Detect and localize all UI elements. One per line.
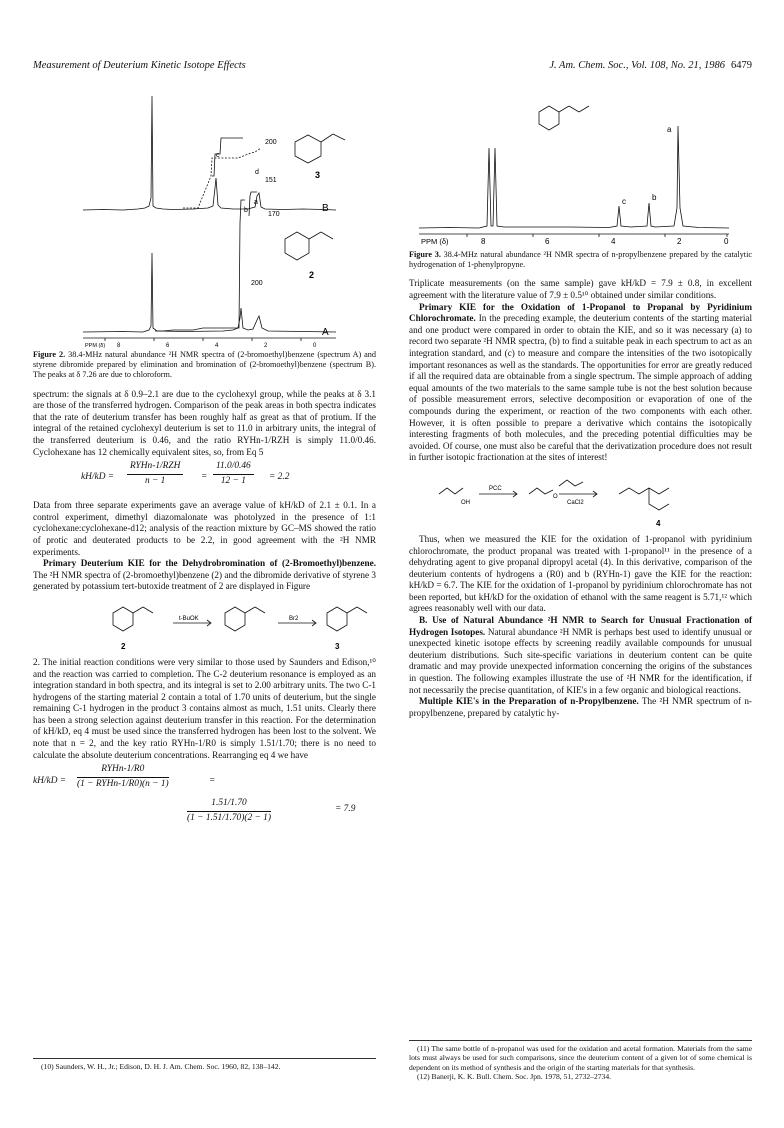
- reagent-cacl2: CaCl2: [567, 499, 584, 506]
- footnotes-right: [409, 1040, 752, 1082]
- footnotes-left: [33, 1058, 376, 1071]
- eq-numerator: RYHn-1/R0: [77, 764, 169, 778]
- tick-8: 8: [481, 237, 486, 246]
- scheme-label-4: 4: [656, 518, 661, 528]
- eq-equals: =: [201, 472, 208, 483]
- styrene-dibromide-structure: [295, 134, 345, 163]
- peak-label-a: a: [667, 125, 672, 134]
- paragraph: [409, 615, 752, 696]
- journal-citation: [549, 60, 752, 71]
- section-heading: Primary Deuterium KIE for the Dehydrobromination of (2-Bromoethyl)benzene.: [43, 558, 376, 569]
- spectrum-label-b: B: [322, 203, 329, 214]
- tick-4: 4: [611, 237, 616, 246]
- eq-numerator: 1.51/1.70: [187, 798, 271, 812]
- tick-0: 0: [313, 343, 317, 349]
- tick-4: 4: [215, 343, 219, 349]
- eq-lhs: kH/kD =: [81, 472, 115, 483]
- tick-2: 2: [264, 343, 268, 349]
- caption-label: Figure 2.: [33, 350, 66, 359]
- section-heading: Primary KIE for the Oxidation of 1-Propanol to Propanal by Pyridinium Chlorochromate.: [409, 301, 752, 324]
- paragraph-text: Natural abundance ²H NMR is perhaps best used to identify unusual or unexpected kinetic isotope effects by screening readily available compounds for unusual deuterium distributions. Such site-specific variations in deuterium content can be quite dramatic and may provide unexpected information concerning the origins of the substances in question. The following examples illustrate the use of ²H NMR for the identification, if not necessarily the precise quantitation, of KIE's in a few organic and biological reactions.: [409, 626, 752, 695]
- eq-fraction-1: [77, 764, 169, 790]
- eq-denominator: (1 − 1.51/1.70)(2 − 1): [187, 812, 271, 823]
- compound-number-2: 2: [309, 270, 315, 280]
- eq-equals: =: [209, 776, 216, 787]
- equation-5: [33, 461, 376, 497]
- spectrum-a: [83, 192, 336, 338]
- figure-3: [409, 88, 752, 270]
- eq-result: = 7.9: [335, 804, 356, 815]
- scheme-2-drawing: [409, 464, 752, 534]
- section-heading: B. Use of Natural Abundance ²H NMR to Search for Unusual Fractionation of Hydrogen Isotopes.: [409, 615, 752, 637]
- page-number: 6479: [731, 60, 752, 71]
- figure-2-spectra: [33, 88, 376, 350]
- figure-2-caption: [33, 350, 376, 381]
- caption-text: 38.4-MHz natural abundance ²H NMR spectra of (2-bromoethyl)benzene (spectrum A) and styrene dibromide prepared by elimination and bromination of (2-bromoethyl)benzene (spectrum B). The peaks at δ 7.26 are due to chloroform.: [33, 350, 376, 380]
- reagent-tbuok: t-BuOK: [179, 615, 199, 622]
- eq-fraction-1: [127, 461, 183, 487]
- eq-result: = 2.2: [269, 472, 290, 483]
- integral-label-a1: 170: [268, 211, 280, 218]
- running-head: [33, 60, 752, 76]
- figure-3-caption: [409, 250, 752, 270]
- eq-fraction-2: [187, 798, 271, 824]
- paragraph-text: In the preceding example, the deuterium contents of the starting material and one product were compared in order to obtain the KIE, and so it was necessary (a) to record two separate ²H NMR spectra, (b) to find a suitable peak in each spectrum to act as an integration standard, and (c) to measure and compare the intensities of the two isotopically important resonances as well as the standards. The opportunities for error are greatly reduced if all the required data are obtainable from a single spectrum. The simple approach of adding equal amounts of the two materials to the same sample tube is not the best solution because of possible measurement errors, selective decomposition or evaporation of one of the compounds during the experiment, or reaction of the two components with each other. However, it is often possible to prepare a derivative which contains the isotopically interesting fragments of both molecules, and the preceding potential difficulties may be avoided. Of course, one must also be careful that the derivatization procedure does not result in further isotopic fractionation at the sites of interest!: [409, 313, 752, 463]
- eq-denominator: (1 − RYHn-1/R0)(n − 1): [77, 778, 169, 789]
- axis-label: PPM (δ): [85, 343, 106, 349]
- footnote-rule: [409, 1040, 752, 1041]
- figure-2: [33, 88, 376, 381]
- peak-label-b: b: [244, 207, 248, 214]
- integral-label-a2: 200: [251, 280, 263, 287]
- paragraph: 2. The initial reaction conditions were very similar to those used by Saunders and Edison,¹⁰ and the reaction was carried to completion. The C-2 deuterium resonance is employed as an integration standard in both spectra, and its integral is set to 2.00 arbitrary units. The two C-1 hydrogens of the starting material 2 contain a total of 1.70 units of deuterium, but the single remaining C-1 hydrogen in the product 3 contains almost as much, 1.51 units. Clearly there has been a strong selection against deuterium transfer in this reaction. For the determination of kH/kD, eq 4 must be used since the transferred hydrogen has been lost to the solvent. We note that n = 2, and the key ratio RYHn-1/R0 is simply 1.51/1.70; there is no need to calculate the absolute deuterium concentrations. Rearranging eq 4 we have: [33, 656, 376, 760]
- paragraph-text: The ²H NMR spectra of (2-bromoethyl)benzene (2) and the dibromide derivative of styrene 3 generated by potassium tert-butoxide treatment of 2 are displayed in Figure: [33, 569, 376, 592]
- caption-label: Figure 3.: [409, 250, 441, 259]
- eq-denominator: n − 1: [144, 475, 166, 486]
- spectrum-b: [83, 96, 345, 214]
- compound-number-3: 3: [315, 170, 321, 180]
- scheme-1-drawing: [33, 593, 376, 657]
- tick-8: 8: [117, 343, 121, 349]
- oh-label: OH: [461, 499, 470, 506]
- axis-label: PPM (δ): [421, 237, 449, 246]
- journal-name: J. Am. Chem. Soc., Vol. 108, No. 21, 1986: [549, 60, 725, 71]
- peak-label-a: a: [254, 199, 258, 206]
- equation-4-rearranged: [33, 764, 376, 824]
- peak-label-c: c: [216, 152, 220, 159]
- o-label: O: [553, 493, 558, 500]
- bromoethylbenzene-structure: [285, 232, 333, 260]
- reagent-pcc: PCC: [489, 485, 502, 492]
- peak-label-d: d: [255, 169, 259, 176]
- reaction-scheme-1: [33, 593, 376, 657]
- peak-label-b: b: [652, 193, 657, 202]
- paragraph: [33, 558, 376, 593]
- integral-label-b1: 200: [265, 139, 277, 146]
- tick-6: 6: [166, 343, 170, 349]
- running-title: Measurement of Deuterium Kinetic Isotope Effects: [33, 60, 246, 71]
- paragraph: Data from three separate experiments gave an average value of kH/kD of 2.1 ± 0.1. In a control experiment, dimethyl diazomalonate was photolyzed in the presence of 1:1 cyclohexane:cyclohexane-d12; analysis of the reaction mixture by GC–MS showed the ratio of protic and deuterated products to be 2.2, in good agreement with the ²H NMR experiments.: [33, 500, 376, 557]
- paragraph: [409, 696, 752, 719]
- caption-text: 38.4-MHz natural abundance ²H NMR spectra of n-propylbenzene prepared by the catalytic hydrogenation of 1-phenylpropyne.: [409, 250, 752, 270]
- section-heading: Multiple KIE's in the Preparation of n-Propylbenzene.: [419, 696, 639, 707]
- right-column: [409, 88, 752, 719]
- paragraph: spectrum: the signals at δ 0.9–2.1 are due to the cyclohexyl group, while the peaks at δ 3.1 are those of the transferred hydrogen. Comparison of the peak areas in both spectra indicates that the rate of deuterium transfer has been roughly half as great as that of protium. If the integral of the retained cyclohexyl deuterium is set to 11.0 in arbitrary units, the integral of the transferred deuterium is 0.46, and the ratio RYHn-1/RZH is simply 11.0/0.46. Cyclohexane has 12 chemically equivalent sites, so, from Eq 5: [33, 388, 376, 457]
- scheme-label-2: 2: [121, 641, 126, 651]
- scheme-label-3: 3: [335, 641, 340, 651]
- footnote-12: (12) Banerji, K. K. Bull. Chem. Soc. Jpn. 1978, 51, 2732–2734.: [417, 1072, 612, 1082]
- footnote-10: (10) Saunders, W. H., Jr.; Edison, D. H. J. Am. Chem. Soc. 1960, 82, 138–142.: [41, 1062, 281, 1071]
- reaction-scheme-2: [409, 464, 752, 534]
- paragraph: Thus, when we measured the KIE for the oxidation of 1-propanol with pyridinium chlorochromate, the product propanal was treated with 1-propanol¹¹ in the presence of a dehydrating agent to give propanal dipropyl acetal (4). In this derivative, comparison of the deuterium contents of hydrogens a (R0) and b (RYHn-1) gave the KIE for the reaction: kH/kD = 6.7. The KIE for the oxidation of 1-propanol by pyridinium chlorochromate has not been reported, but kH/kD for the oxidation of ethanol with the same reagent is 5.71,¹² which agrees reasonably well with our data.: [409, 533, 752, 614]
- reagent-br2: Br2: [289, 615, 299, 622]
- left-column: [33, 88, 376, 827]
- figure-3-spectrum: [409, 88, 752, 250]
- tick-0: 0: [724, 237, 729, 246]
- paragraph-text: The ²H NMR spectrum of n-propylbenzene, prepared by catalytic hy-: [409, 696, 752, 718]
- spectrum-label-a: A: [322, 327, 329, 338]
- footnote-11: (11) The same bottle of n-propanol was used for the oxidation and acetal formation. Materials from the same lots must always be used for such comparisons, since the deuterium content of a given lot of some chemical is dependent on its method of synthesis and the origin of the starting materials for that synthesis.: [409, 1044, 752, 1072]
- eq-fraction-2: [213, 461, 254, 487]
- eq-numerator: 11.0/0.46: [213, 461, 254, 475]
- footnote-rule: [33, 1058, 376, 1059]
- tick-2: 2: [677, 237, 682, 246]
- ppm-axis: [83, 338, 336, 349]
- eq-numerator: RYHn-1/RZH: [127, 461, 183, 475]
- tick-6: 6: [545, 237, 550, 246]
- paragraph: [409, 302, 752, 464]
- peak-label-c: c: [622, 197, 626, 206]
- eq-lhs: kH/kD =: [33, 776, 67, 787]
- paragraph: Triplicate measurements (on the same sample) gave kH/kD = 7.9 ± 0.8, in excellent agreement with the literature value of 7.9 ± 0.5¹⁰ obtained under similar conditions.: [409, 278, 752, 300]
- eq-denominator: 12 − 1: [220, 475, 246, 486]
- integral-label-b2: 151: [265, 177, 277, 184]
